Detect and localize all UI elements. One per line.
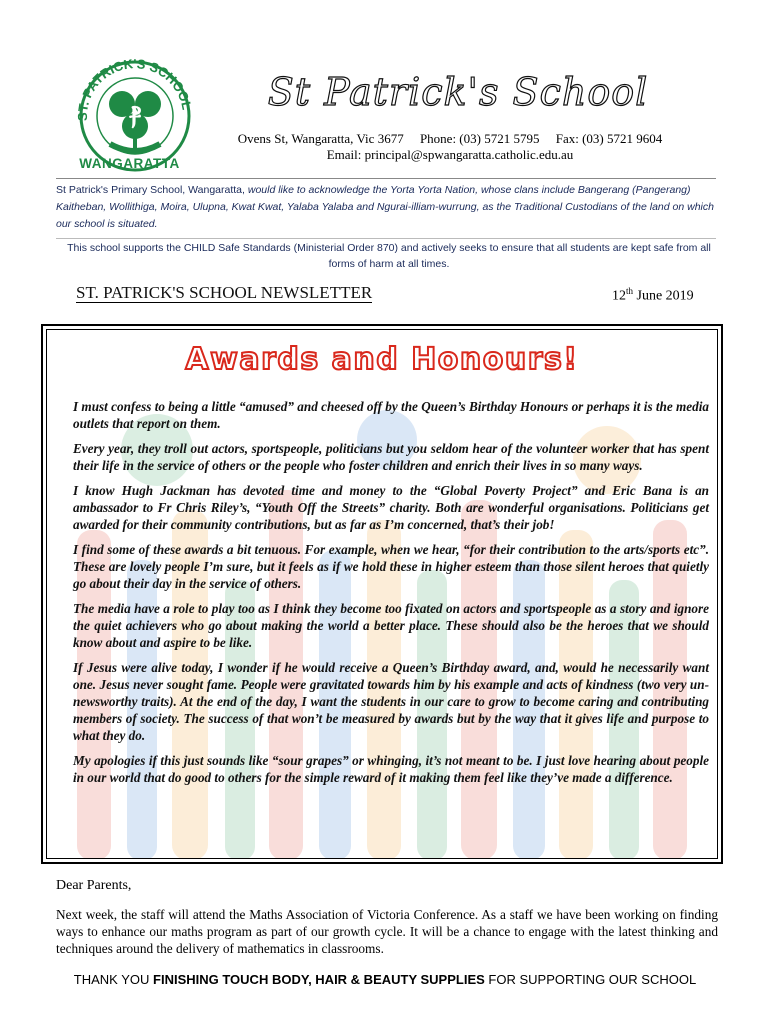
child-safe-statement: This school supports the CHILD Safe Standards (Ministerial Order 870) and actively seeks to ensure that all students are kept safe from all forms of harm at all times.	[67, 242, 711, 270]
date-rest: June 2019	[633, 288, 694, 304]
feature-article-box	[46, 329, 718, 859]
svg-text:ST. PATRICK'S SCHOOL: ST. PATRICK'S SCHOOL	[74, 56, 195, 122]
country-acknowledgement	[56, 178, 716, 239]
school-name: St Patrick's School	[267, 70, 649, 114]
feature-paragraph: The media have a role to play too as I think they become too fixated on actors and sportspeople as a story and ignore the quiet achievers who go about making the world a better place. These should also be the heroes that we should know about and aspire to be like.	[73, 601, 709, 650]
date-day: 12	[612, 288, 626, 304]
letter-paragraph: Next week, the staff will attend the Maths Association of Victoria Conference. As a staff we have been working on finding ways to enhance our maths program as part of our growth cycle. It will be a chance to engage with the latest thinking and techniques around the delivery of mathematics in classrooms.	[56, 907, 718, 956]
feature-title: Awards and Honours!	[185, 342, 579, 377]
feature-paragraph: I must confess to being a little “amused” and cheesed off by the Queen’s Birthday Honours or perhaps it is the media outlets that report on them.	[73, 399, 709, 431]
letter-salutation: Dear Parents,	[56, 878, 132, 893]
feature-paragraph: I know Hugh Jackman has devoted time and money to the “Global Poverty Project” and Eric Bana is an ambassador to Fr Chris Riley’s, “Youth Off the Streets” charity. Both are wonderful organisations. Politicians get awarded for their community contributions, but as far as I’m concerned, that’s their job!	[73, 483, 709, 532]
contact-address: Ovens St, Wangaratta, Vic 3677 Phone: (03) 5721 5795 Fax: (03) 5721 9604	[237, 131, 663, 146]
ack-lead: St Patrick's Primary School, Wangaratta,	[56, 184, 245, 196]
feature-paragraph: If Jesus were alive today, I wonder if he would receive a Queen’s Birthday award, and, would he necessarily want one. Jesus never sought fame. People were gravitated towards him by his example and acts of kindness (two very un-newsworthy traits). At the end of the day, I want the students in our care to grow to become caring and contributing members of society. The success of that won’t be measured by awards but by the way that it gives life and purpose to what they do.	[73, 660, 709, 743]
date-suffix: th	[626, 286, 634, 296]
thanks-tail: FOR SUPPORTING OUR SCHOOL	[484, 972, 697, 987]
feature-paragraph: Every year, they troll out actors, sportspeople, politicians but you seldom hear of the volunteer worker that has spent their life in the service of others or the people who foster children and enrich their lives in so many ways.	[73, 441, 709, 473]
logo-wordmark: WANGARATTA	[79, 156, 180, 171]
ack-italic: would like to acknowledge the Yorta Yorta Nation, whose clans include Bangerang (Pangerang) Kaitheban, Wollithiga, Moira, Ulupna, Kwat Kwat, Yalaba Yalaba and Ngurai-illiam-wurrung, as the Traditional Custodians of the land on which our school is situated.	[56, 184, 714, 230]
feature-body	[73, 398, 709, 794]
feature-paragraph: My apologies if this just sounds like “sour grapes” or whinging, it’s not meant to be. I just love hearing about people in our world that do good to others for the simple reward of it making them feel like they’ve made a difference.	[73, 753, 709, 785]
newsletter-date	[612, 286, 694, 305]
thanks-lead: THANK YOU	[73, 972, 154, 987]
contact-email: Email: principal@spwangaratta.catholic.edu.au	[326, 147, 574, 162]
feature-paragraph: I find some of these awards a bit tenuous. For example, when we hear, “for their contribution to the arts/sports etc”. These are lovely people I’m sure, but it feels as if we hold these in higher esteem than those silent heroes that quietly go about their day in the service of others.	[73, 542, 709, 591]
sponsor-thanks	[0, 972, 770, 987]
sponsor-name: FINISHING TOUCH BODY, HAIR & BEAUTY SUPPLIES	[153, 972, 485, 987]
svg-text:ⳁ: ⳁ	[128, 99, 142, 128]
newsletter-title: ST. PATRICK'S SCHOOL NEWSLETTER	[76, 283, 373, 302]
